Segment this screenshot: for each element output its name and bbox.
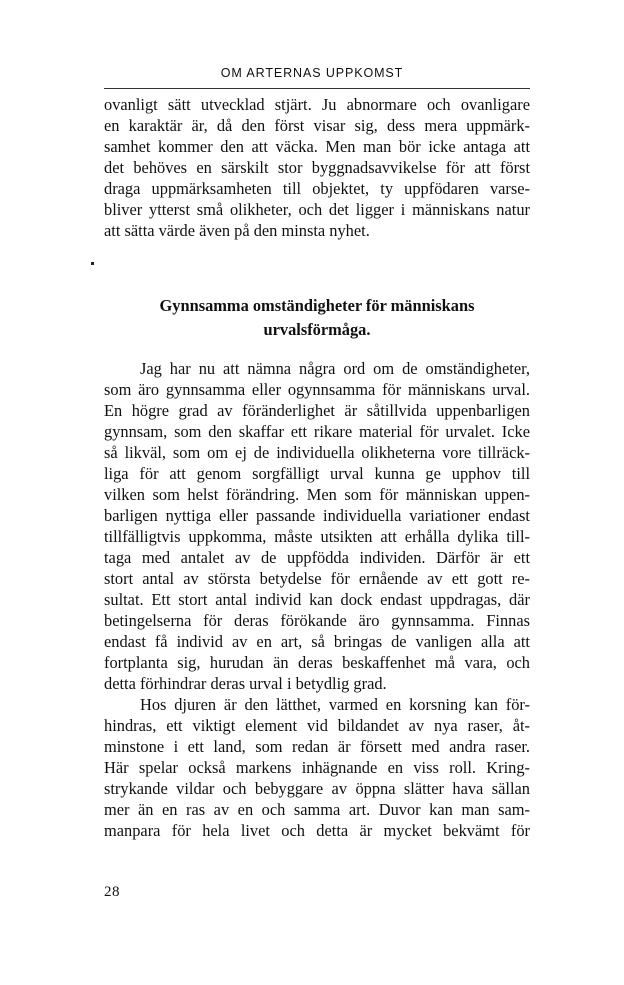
text-line: En högre grad av föränderlighet är såtillvida uppenbarligen	[104, 401, 530, 420]
text-line: mer än en ras av en och samma art. Duvor kan man sam-	[104, 800, 530, 819]
text-line: liga för att genom sorgfälligt urval kunna ge upphov till	[104, 464, 530, 483]
text-line: vilken som helst förändring. Men som för människan uppen-	[104, 485, 530, 504]
text-line: ovanligt sätt utvecklad stjärt. Ju abnormare och ovanligare	[104, 95, 530, 114]
margin-mark	[91, 262, 94, 265]
text-line: stort antal av största betydelse för ernående av ett gott re-	[104, 569, 530, 588]
text-line: bliver ytterst små olikheter, och det ligger i människans natur	[104, 200, 530, 219]
text-line: betingelserna för deras förökande äro gynnsamma. Finnas	[104, 611, 530, 630]
text-line: endast få individ av en art, så bringas de vanligen alla att	[104, 632, 530, 651]
text-line: att sätta värde även på den minsta nyhet.	[104, 221, 370, 240]
text-line: manpara för hela livet och detta är mycket bekvämt för	[104, 821, 530, 840]
text-line: fortplanta sig, hurudan än deras beskaffenhet må vara, och	[104, 653, 530, 672]
heading-line: Gynnsamma omständigheter för människans	[159, 296, 475, 315]
intro-paragraph	[104, 94, 530, 241]
text-line: draga uppmärksamheten till objektet, ty uppfödaren varse-	[104, 179, 530, 198]
text-line: Jag har nu att nämna några ord om de omständigheter,	[140, 359, 530, 378]
text-line: hindras, ett viktigt element vid bildandet av nya raser, åt-	[104, 716, 530, 735]
text-line: det behöves en särskilt stor byggnadsavvikelse för att först	[104, 158, 530, 177]
paragraph-2	[104, 694, 530, 841]
page-number: 28	[104, 884, 120, 900]
header-rule	[104, 88, 530, 89]
heading-line: urvalsförmåga.	[263, 320, 371, 339]
text-line: så likväl, som om ej de individuella olikheterna vore tillräck-	[104, 443, 530, 462]
section-heading	[104, 294, 530, 342]
text-line: samhet kommer den att väcka. Men man bör icke antaga att	[104, 137, 530, 156]
text-line: minstone i ett land, som redan är försett med andra raser.	[104, 737, 530, 756]
text-line: tillfälligtvis uppkomma, måste utsikten att erhålla dylika till-	[104, 527, 530, 546]
text-line: detta förhindrar deras urval i betydlig grad.	[104, 674, 387, 693]
text-line: strykande vildar och bebyggare av öppna slätter hava sällan	[104, 779, 530, 798]
text-line: Här spelar också markens inhägnande en viss roll. Kring-	[104, 758, 530, 777]
body-text	[104, 358, 530, 841]
paragraph-1	[104, 358, 530, 694]
text-line: som äro gynnsamma eller ogynnsamma för människans urval.	[104, 380, 530, 399]
text-line: taga med antalet av de uppfödda individen. Därför är ett	[104, 548, 530, 567]
text-line: en karaktär är, då den först visar sig, dess mera uppmärk-	[104, 116, 530, 135]
text-line: barligen nyttiga eller passande individuella variationer endast	[104, 506, 530, 525]
text-line: Hos djuren är den lätthet, varmed en korsning kan för-	[140, 695, 530, 714]
text-line: sultat. Ett stort antal individ kan dock endast uppdragas, där	[104, 590, 530, 609]
running-head: OM ARTERNAS UPPKOMST	[220, 66, 404, 80]
text-line: gynnsam, som den skaffar ett rikare material för urvalet. Icke	[104, 422, 530, 441]
